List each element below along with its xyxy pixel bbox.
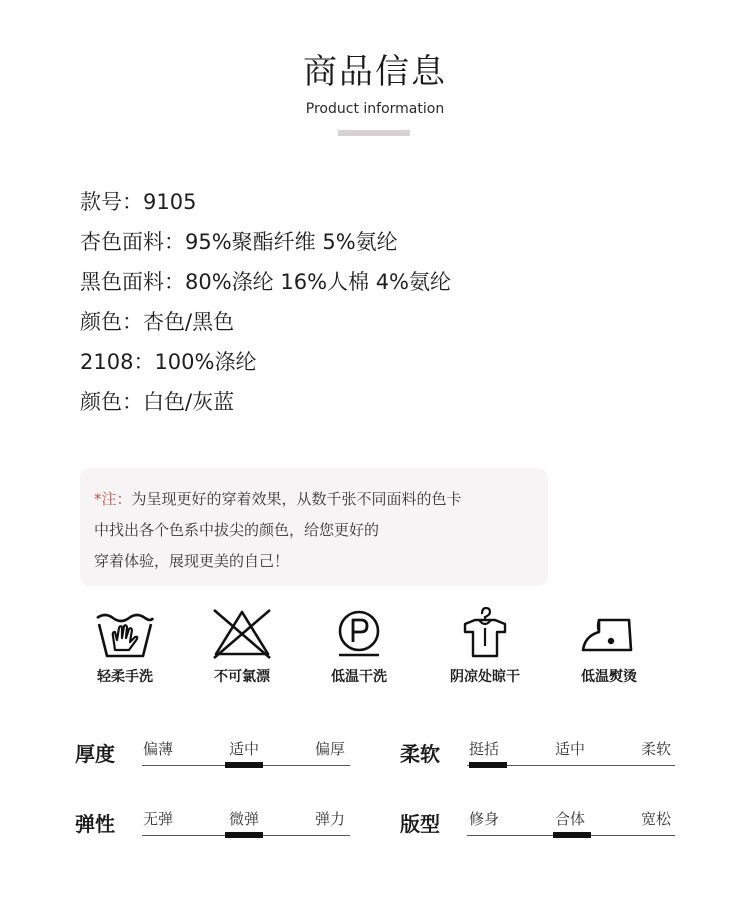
spec-apricot-fabric: 杏色面料：95%聚酯纤维 5%氨纶 <box>80 230 398 254</box>
note-text-1: 为呈现更好的穿着效果，从数千张不同面料的色卡 <box>131 490 462 508</box>
scale-elasticity-option-1: 无弹 <box>142 810 173 828</box>
care-label-dry-clean: 低温干洗 <box>331 669 387 685</box>
care-hang-dry <box>425 606 545 686</box>
spec-list <box>80 186 451 426</box>
scale-title-elasticity: 弹性 <box>75 812 115 836</box>
note-mark: *注： <box>94 490 132 508</box>
scale-thickness-option-3: 偏厚 <box>314 740 345 758</box>
care-low-iron <box>549 606 669 686</box>
scale-elasticity-option-3: 弹力 <box>314 810 345 828</box>
note-box <box>80 468 548 586</box>
care-no-bleach <box>182 606 302 686</box>
scale-fit-option-3: 宽松 <box>640 810 671 828</box>
scale-softness-option-2: 适中 <box>554 740 585 758</box>
scale-thickness-option-2: 适中 <box>228 740 259 758</box>
note-line-3: 穿着体验，展现更美的自己！ <box>94 552 290 570</box>
spec-style-number: 款号：9105 <box>80 190 197 214</box>
scale-fit-marker <box>553 832 591 838</box>
note-line-2: 中找出各个色系中拔尖的颜色，给您更好的 <box>94 521 380 539</box>
title-underline <box>338 130 410 136</box>
care-label-no-bleach: 不可氯漂 <box>214 669 270 685</box>
scale-thickness-option-1: 偏薄 <box>142 740 173 758</box>
low-iron-icon <box>577 606 641 660</box>
note-line-1 <box>94 486 548 517</box>
no-bleach-icon <box>210 606 274 660</box>
scale-title-fit: 版型 <box>400 812 440 836</box>
care-label-hang-dry: 阴凉处晾干 <box>450 669 520 685</box>
page-title: 商品信息 <box>303 52 447 92</box>
scale-title-thickness: 厚度 <box>75 742 115 766</box>
scale-softness-marker <box>469 762 507 768</box>
care-label-hand-wash: 轻柔手洗 <box>97 669 153 685</box>
hang-dry-shade-icon <box>453 606 517 660</box>
scale-elasticity-marker <box>225 832 263 838</box>
scale-elasticity-option-2: 微弹 <box>228 810 259 828</box>
scale-thickness-marker <box>225 762 263 768</box>
spec-colors: 颜色：杏色/黑色 <box>80 310 235 334</box>
spec-colors-2108: 颜色：白色/灰蓝 <box>80 390 235 414</box>
care-label-low-iron: 低温熨烫 <box>581 669 637 685</box>
scale-fit-option-2: 合体 <box>554 810 585 828</box>
care-dry-clean <box>299 606 419 686</box>
spec-black-fabric: 黑色面料：80%涤纶 16%人棉 4%氨纶 <box>80 270 452 294</box>
scale-softness-option-1: 挺括 <box>468 740 499 758</box>
scale-fit-option-1: 修身 <box>468 810 499 828</box>
scale-title-softness: 柔软 <box>400 742 440 766</box>
spec-2108-fabric: 2108：100%涤纶 <box>80 350 257 374</box>
hand-wash-icon <box>93 606 157 660</box>
care-hand-wash <box>65 606 185 686</box>
scale-softness-option-3: 柔软 <box>640 740 671 758</box>
dry-clean-p-icon <box>327 606 391 660</box>
page-subtitle: Product information <box>305 101 445 117</box>
